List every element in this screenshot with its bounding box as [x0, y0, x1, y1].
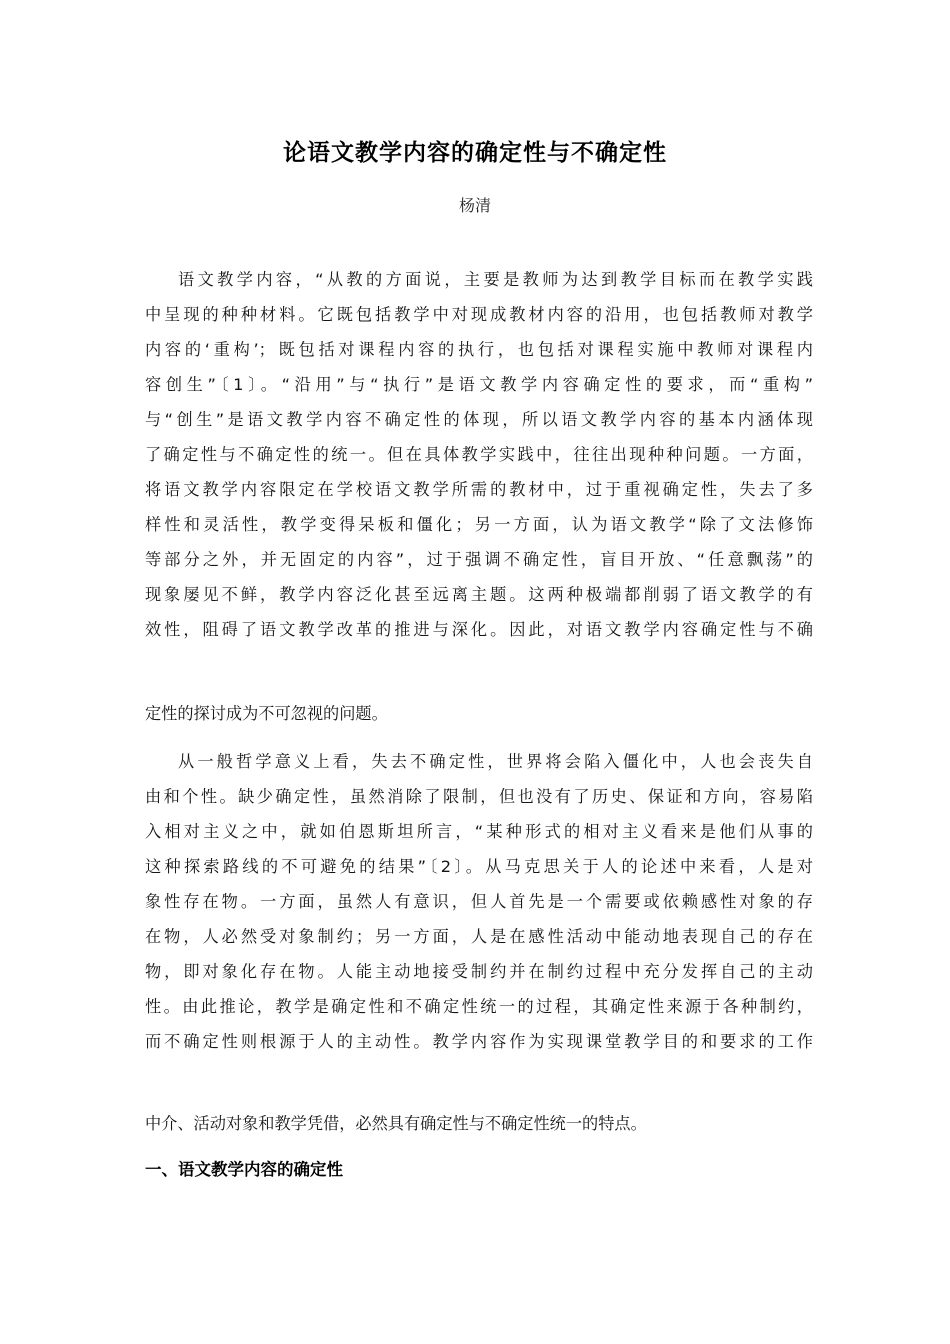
- paragraph-line: 将语文教学内容限定在学校语文教学所需的教材中，过于重视确定性，失去了多: [145, 480, 813, 499]
- paragraph-line: 由和个性。缺少确定性，虽然消除了限制，但也没有了历史、保证和方向，容易陷: [145, 787, 813, 806]
- paragraph-line: 中介、活动对象和教学凭借，必然具有确定性与不确定性统一的特点。: [145, 1114, 647, 1133]
- paragraph-line: 性。由此推论，教学是确定性和不确定性统一的过程，其确定性来源于各种制约，: [145, 997, 813, 1016]
- paragraph-line: 定性的探讨成为不可忽视的问题。: [145, 704, 388, 723]
- paragraph-line: 容创生”〔1〕。“沿用”与“执行”是语文教学内容确定性的要求，而“重构”: [145, 375, 813, 394]
- paragraph-2-tail: [145, 1106, 813, 1141]
- paragraph-2: [145, 744, 813, 1059]
- paragraph-line: 等部分之外，并无固定的内容”，过于强调不确定性，盲目开放、“任意飘荡”的: [145, 550, 813, 569]
- paragraph-line: 与“创生”是语文教学内容不确定性的体现，所以语文教学内容的基本内涵体现: [145, 410, 813, 429]
- paragraph-line: 象性存在物。一方面，虽然人有意识，但人首先是一个需要或依赖感性对象的存: [145, 892, 813, 911]
- paragraph-line: 内容的‘重构’；既包括对课程内容的执行，也包括对课程实施中教师对课程内: [145, 340, 813, 359]
- paragraph-line: 这种探索路线的不可避免的结果”〔2〕。从马克思关于人的论述中来看，人是对: [145, 857, 813, 876]
- paragraph-line: 中呈现的种种材料。它既包括教学中对现成教材内容的沿用，也包括教师对教学: [145, 305, 813, 324]
- paragraph-line: 语文教学内容，“从教的方面说，主要是教师为达到教学目标而在教学实践: [178, 270, 813, 289]
- paragraph-line: 而不确定性则根源于人的主动性。教学内容作为实现课堂教学目的和要求的工作: [145, 1032, 813, 1051]
- document-author: 杨清: [458, 196, 491, 215]
- paragraph-line: 现象屡见不鲜，教学内容泛化甚至远离主题。这两种极端都削弱了语文教学的有: [145, 585, 813, 604]
- section-heading: 一、语文教学内容的确定性: [145, 1160, 343, 1179]
- paragraph-1: [145, 262, 813, 647]
- paragraph-line: 物，即对象化存在物。人能主动地接受制约并在制约过程中充分发挥自己的主动: [145, 962, 813, 981]
- paragraph-line: 在物，人必然受对象制约；另一方面，人是在感性活动中能动地表现自己的存在: [145, 927, 813, 946]
- paragraph-line: 样性和灵活性，教学变得呆板和僵化；另一方面，认为语文教学“除了文法修饰: [145, 515, 813, 534]
- document-title: 论语文教学内容的确定性与不确定性: [283, 140, 667, 166]
- paragraph-line: 从一般哲学意义上看，失去不确定性，世界将会陷入僵化中，人也会丧失自: [178, 752, 813, 771]
- paragraph-line: 入相对主义之中，就如伯恩斯坦所言，“某种形式的相对主义看来是他们从事的: [145, 822, 813, 841]
- paragraph-line: 了确定性与不确定性的统一。但在具体教学实践中，往往出现种种问题。一方面，: [145, 445, 813, 464]
- paragraph-1-tail: [145, 696, 813, 731]
- paragraph-line: 效性，阻碍了语文教学改革的推进与深化。因此，对语文教学内容确定性与不确: [145, 620, 813, 639]
